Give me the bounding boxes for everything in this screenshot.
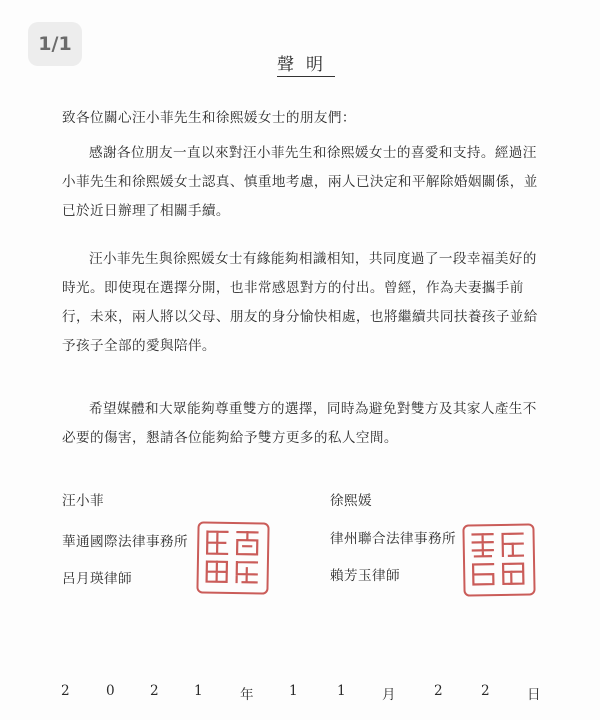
document-title <box>0 50 600 75</box>
party-right-firm: 律州聯合法律事務所 <box>330 531 456 547</box>
date-char: 2 <box>481 683 490 699</box>
seal-right-glyphs <box>464 525 532 593</box>
party-left-lawyer: 呂月瑛律師 <box>62 571 132 587</box>
date-char: 月 <box>382 687 396 703</box>
page-indicator: 1/1 <box>28 22 82 66</box>
paragraph-1 <box>62 139 552 226</box>
date-char: 2 <box>61 683 70 699</box>
seal-stamp-right <box>462 523 535 596</box>
paragraph-line: 希望媒體和大眾能夠尊重雙方的選擇，同時為避免對雙方及其家人產生不 <box>89 401 537 417</box>
paragraph-2 <box>62 245 552 361</box>
greeting: 致各位關心汪小菲先生和徐熙媛女士的朋友們： <box>62 110 356 126</box>
paragraph-line: 行，未來，兩人將以父母、朋友的身分愉快相處，也將繼續共同扶養孩子並給 <box>62 309 538 325</box>
party-left-firm: 華通國際法律事務所 <box>62 534 188 550</box>
date-char: 1 <box>337 683 346 699</box>
paragraph-line: 汪小菲先生與徐熙媛女士有緣能夠相識相知，共同度過了一段幸福美好的 <box>89 251 537 267</box>
paragraph-line: 感謝各位朋友一直以來對汪小菲先生和徐熙媛女士的喜愛和支持。經過汪 <box>89 145 537 161</box>
paragraph-line: 予孩子全部的愛與陪伴。 <box>62 338 216 354</box>
document-title-text: 聲明 <box>277 55 335 75</box>
paragraph-line: 小菲先生和徐熙媛女士認真、慎重地考慮，兩人已決定和平解除婚姻關係，並 <box>62 174 538 190</box>
date-char: 年 <box>240 687 254 703</box>
date-char: 0 <box>106 683 115 699</box>
date-line <box>0 683 600 707</box>
paragraph-line: 已於近日辦理了相關手續。 <box>62 203 230 219</box>
paragraph-3 <box>62 395 552 453</box>
paragraph-line: 必要的傷害，懇請各位能夠給予雙方更多的私人空間。 <box>62 430 398 446</box>
date-char: 1 <box>194 683 203 699</box>
seal-stamp-left <box>196 521 269 594</box>
seal-left-glyphs <box>198 523 266 591</box>
date-char: 日 <box>527 687 541 703</box>
date-char: 1 <box>289 683 298 699</box>
date-char: 2 <box>434 683 443 699</box>
paragraph-line: 時光。即使現在選擇分開，也非常感恩對方的付出。曾經，作為夫妻攜手前 <box>62 280 524 296</box>
party-left-name: 汪小菲 <box>62 493 104 509</box>
party-right-lawyer: 賴芳玉律師 <box>330 568 400 584</box>
party-right-name: 徐熙媛 <box>330 493 372 509</box>
date-char: 2 <box>150 683 159 699</box>
